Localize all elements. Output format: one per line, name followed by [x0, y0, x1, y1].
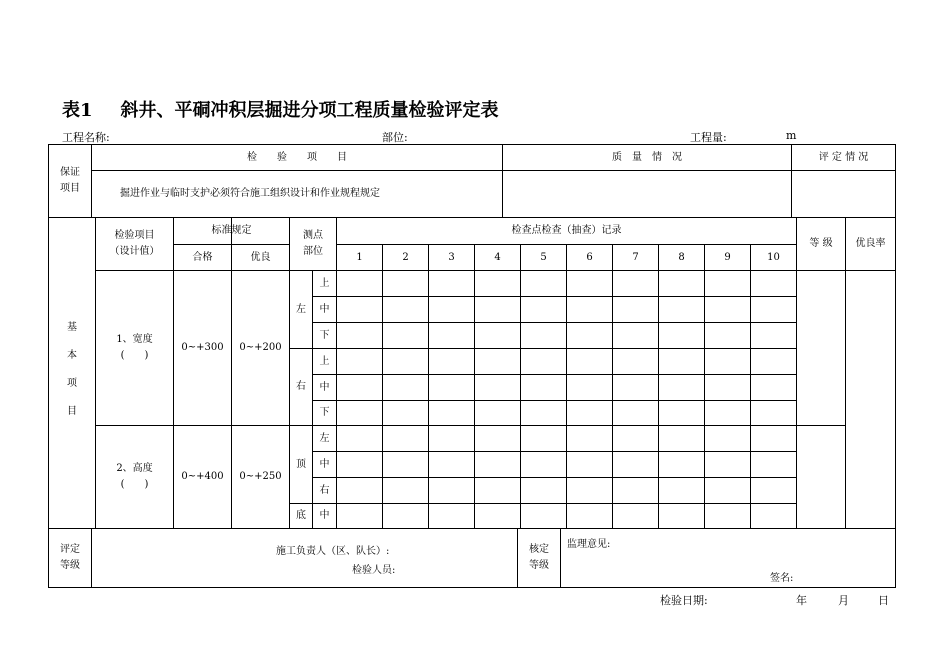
point-label: 中: [319, 458, 330, 470]
guarantee-label-line2: 项目: [60, 183, 80, 194]
guarantee-section-label: [49, 145, 91, 217]
construction-head-label: 施工负责人（区、队长）:: [276, 546, 390, 557]
item-width-design-value: ( ): [120, 350, 149, 361]
quantity-label: 工程量:: [690, 131, 727, 144]
item-width-pass: 0~+300: [181, 342, 224, 353]
record-number: 2: [402, 251, 409, 263]
record-number: 10: [767, 251, 780, 263]
rate-header: 优良率: [855, 238, 886, 249]
item-column-header: [96, 218, 173, 270]
check-grade-label: [518, 529, 560, 587]
table-number: 表1: [62, 100, 93, 121]
record-number: 8: [678, 251, 685, 263]
point-label: 中: [319, 510, 330, 521]
points-header: [290, 218, 336, 270]
records-header: 检查点检查（抽查）记录: [511, 225, 622, 236]
basic-section-label: [49, 300, 95, 440]
project-name-label: 工程名称:: [62, 131, 110, 144]
item-header-line2: （设计值）: [109, 246, 160, 257]
point-label: 上: [319, 277, 330, 289]
item-height-name: [96, 426, 173, 528]
grade-header: 等 级: [809, 238, 833, 249]
date-day: 日: [878, 594, 889, 607]
point-label: 左: [319, 432, 330, 444]
title-text: 斜井、平硐冲积层掘进分项工程质量检验评定表: [120, 100, 499, 121]
check-label-line1: 核定: [529, 544, 549, 555]
record-number: 4: [494, 251, 501, 263]
width-side-left: 左: [296, 303, 306, 315]
basic-label-char2: 本: [67, 350, 77, 361]
item-width-label: 1、宽度: [116, 334, 153, 345]
point-label: 下: [319, 407, 330, 418]
quantity-unit: m: [786, 129, 797, 142]
supervisor-opinion-label: 监理意见:: [567, 539, 611, 550]
record-number: 1: [356, 251, 363, 263]
excellent-header: 优良: [250, 251, 271, 263]
record-number: 9: [724, 251, 731, 263]
evaluation-label: [49, 529, 91, 587]
item-height-design-value: ( ): [120, 479, 149, 490]
point-label: 下: [319, 329, 330, 341]
point-label: 中: [319, 303, 330, 315]
date-year: 年: [796, 594, 807, 607]
record-number: 3: [448, 251, 455, 263]
item-height-excellent: 0~+250: [239, 471, 282, 482]
height-side-top: 顶: [296, 458, 306, 470]
item-height-pass: 0~+400: [181, 471, 224, 482]
basic-label-char4: 目: [67, 406, 77, 417]
guarantee-item-header: 检 验 项 目: [247, 151, 347, 163]
height-side-bottom: 底: [296, 510, 306, 521]
point-label: 上: [319, 355, 330, 367]
points-header-line1: 测点: [303, 230, 323, 241]
record-number: 5: [540, 251, 547, 263]
check-label-line2: 等级: [529, 560, 549, 571]
item-width-name: [96, 271, 173, 425]
points-header-line2: 部位: [303, 246, 323, 257]
pass-header: 合格: [192, 251, 213, 263]
record-number: 6: [586, 251, 593, 263]
evaluation-label-line1: 评定: [60, 544, 80, 555]
guarantee-item-text: 掘进作业与临时支护必须符合施工组织设计和作业规程规定: [120, 188, 380, 199]
record-number: 7: [632, 251, 639, 263]
guarantee-label-line1: 保证: [60, 167, 80, 178]
point-label: 右: [319, 484, 330, 496]
point-label: 中: [319, 381, 330, 393]
item-width-excellent: 0~+200: [239, 342, 282, 353]
location-label: 部位:: [382, 131, 408, 144]
guarantee-quality-header: 质 量 情 况: [612, 151, 682, 163]
evaluation-label-line2: 等级: [60, 560, 80, 571]
basic-label-char3: 项: [67, 378, 77, 389]
date-month: 月: [838, 594, 849, 607]
signature-label: 签名:: [770, 573, 794, 584]
item-header-line1: 检验项目: [114, 230, 155, 241]
guarantee-rating-header: 评 定 情 况: [818, 151, 869, 163]
inspector-label: 检验人员:: [352, 565, 396, 576]
item-height-label: 2、高度: [116, 463, 153, 474]
width-side-right: 右: [296, 381, 306, 392]
inspection-date-label: 检验日期:: [660, 594, 708, 607]
standard-header: 标准规定: [211, 225, 252, 236]
basic-label-char1: 基: [67, 322, 77, 333]
